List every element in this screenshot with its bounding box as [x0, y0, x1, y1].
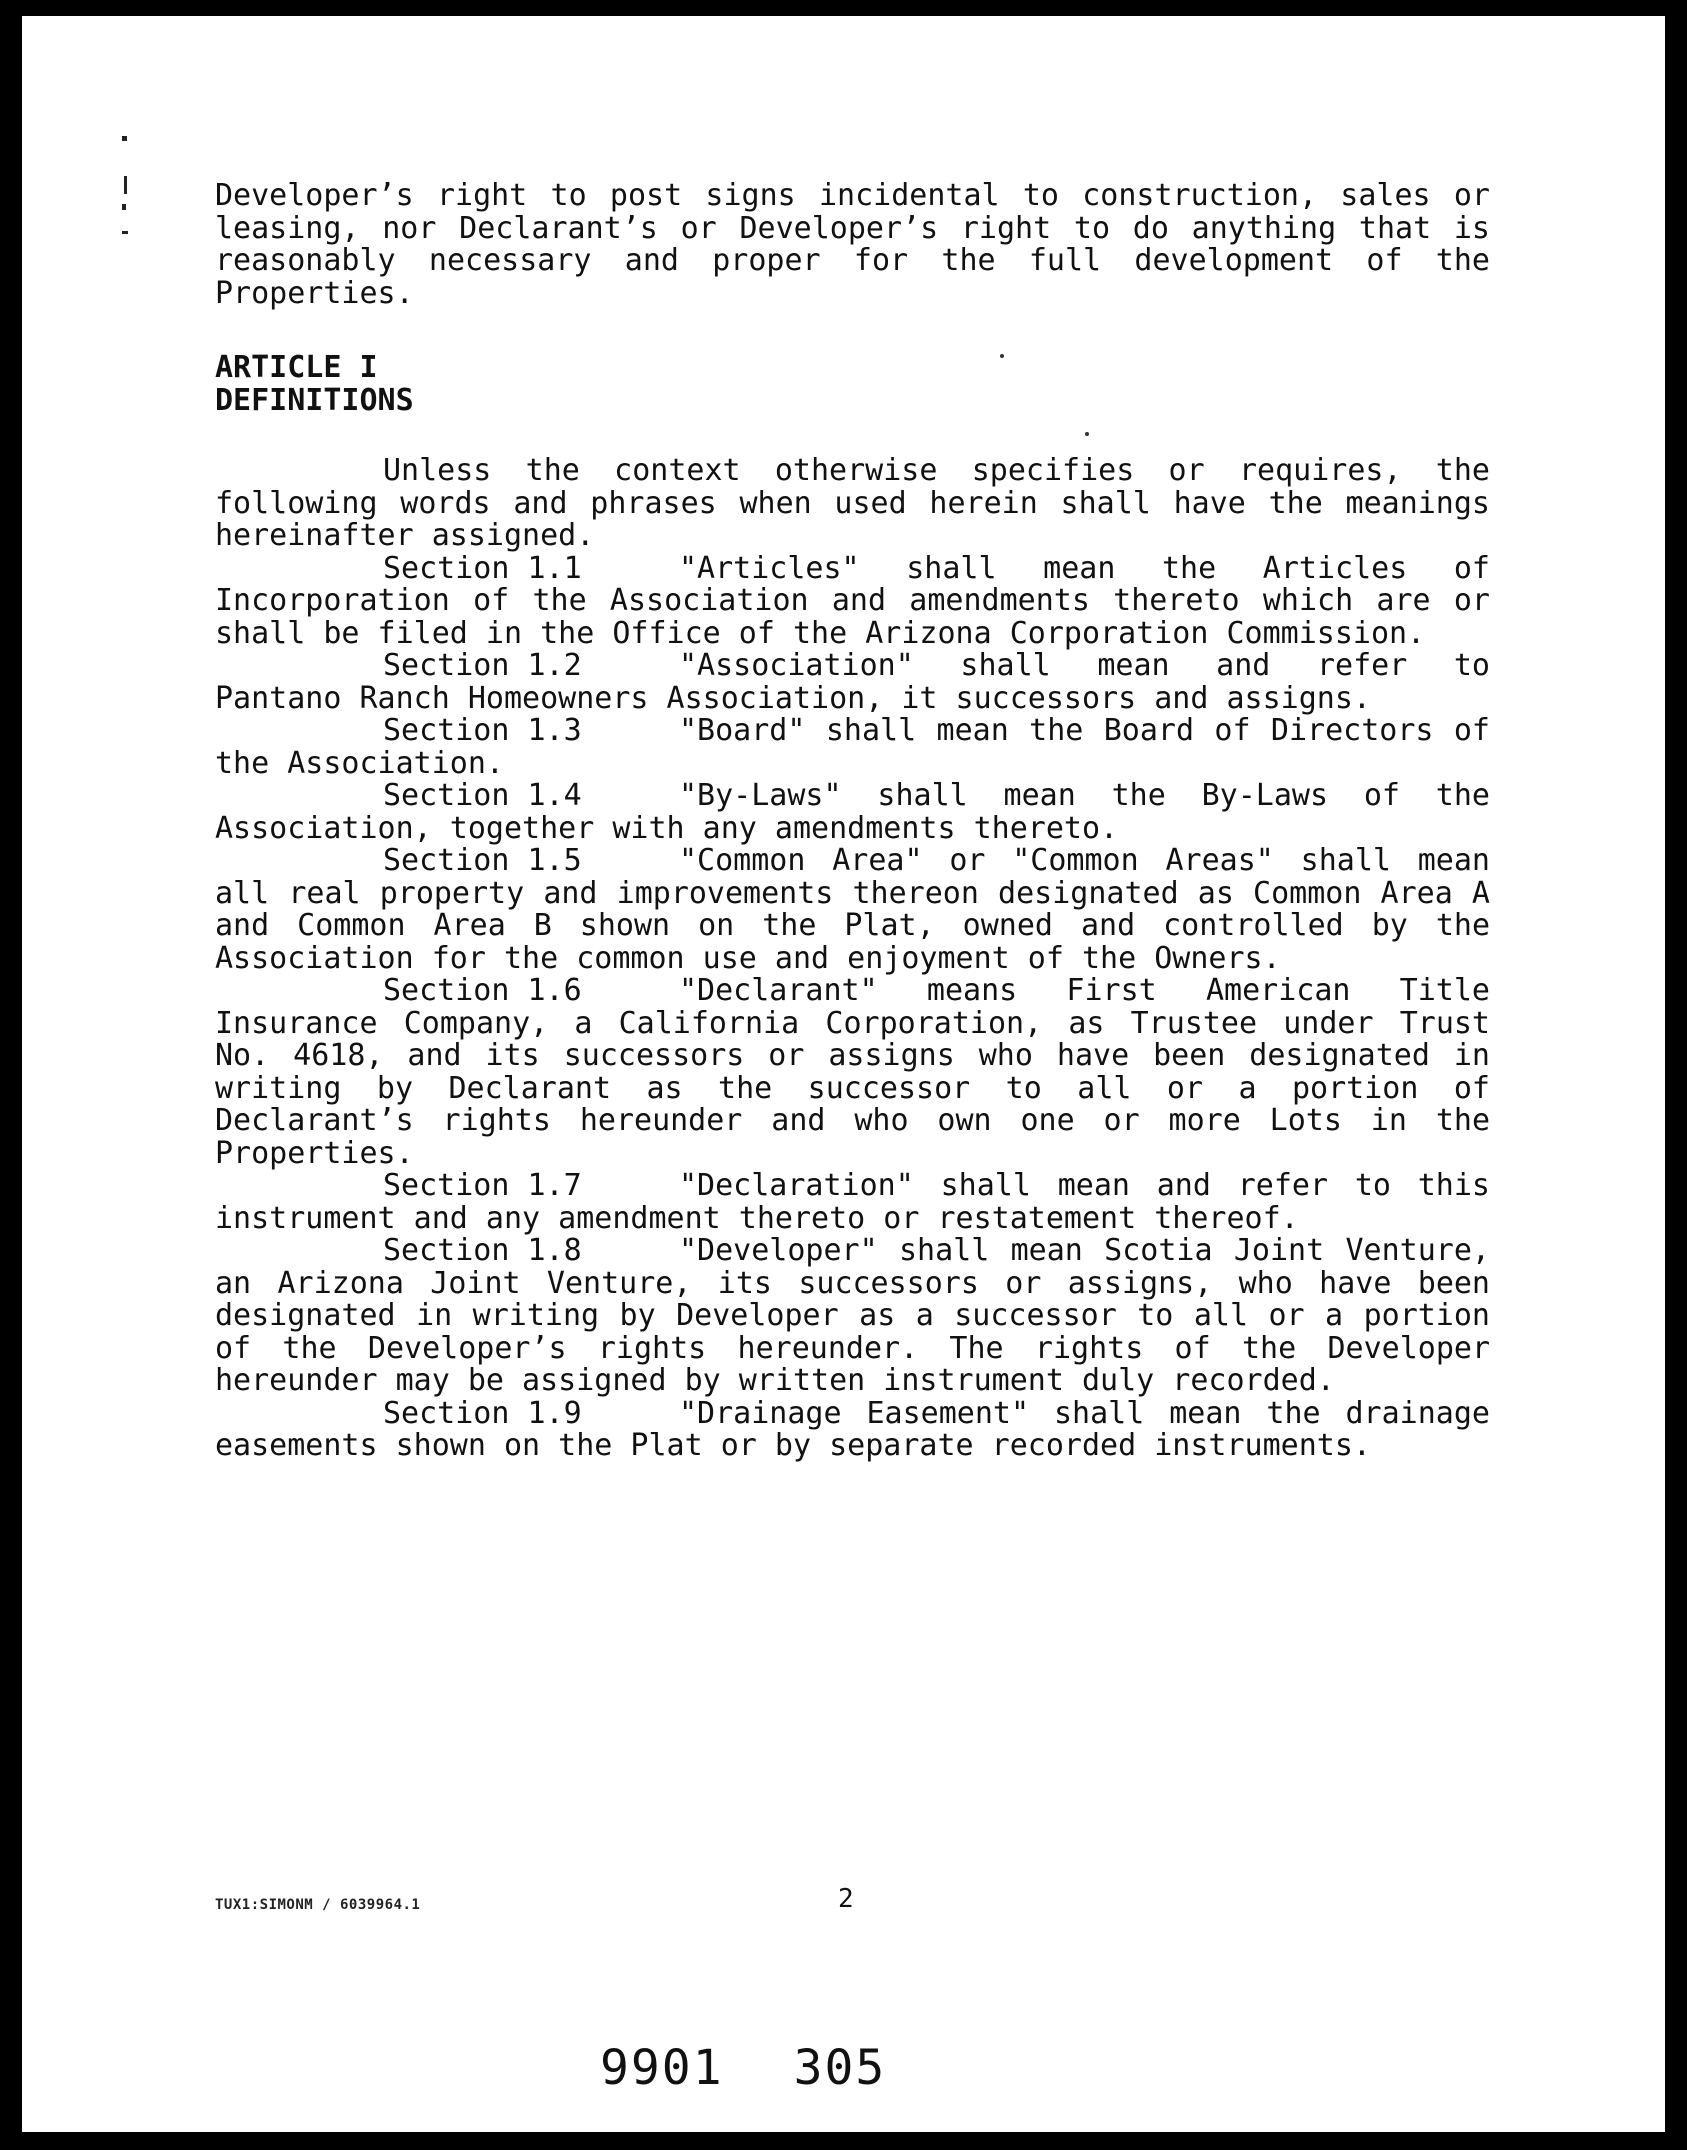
section-label: Section 1.1 — [383, 550, 582, 586]
record-stamp-page: 305 — [793, 2040, 887, 2096]
section-text: "Declaration" shall mean and refer to this instrument and any amendment thereto or restatement thereof. — [215, 1168, 1490, 1236]
section-1-6 — [215, 975, 1490, 1170]
footer-document-reference: TUX1:SIMONM / 6039964.1 — [215, 1897, 421, 1913]
article-heading — [215, 352, 1490, 417]
document-body — [215, 180, 1490, 1463]
section-1-7 — [215, 1170, 1490, 1235]
section-label: Section 1.5 — [383, 843, 582, 878]
section-1-9 — [215, 1395, 1490, 1463]
margin-mark — [122, 136, 127, 141]
section-1-8 — [215, 1235, 1490, 1398]
section-text: "Association" shall mean and refer to Pantano Ranch Homeowners Association, it successors and assigns. — [215, 648, 1490, 716]
preamble-text: Unless the context otherwise specifies or requires, the following words and phrases when used herein shall have the meanings hereinafter assigned. — [215, 453, 1490, 553]
section-label: Section 1.9 — [383, 1395, 582, 1431]
section-text: "Drainage Easement" shall mean the drainage easements shown on the Plat or by separate recorded instruments. — [215, 1395, 1490, 1463]
section-1-1 — [215, 550, 1490, 651]
section-label: Section 1.3 — [383, 713, 582, 748]
margin-mark — [122, 231, 128, 234]
preamble — [215, 455, 1490, 553]
section-1-2 — [215, 650, 1490, 715]
margin-mark — [124, 176, 127, 194]
section-text: "By-Laws" shall mean the By-Laws of the Association, together with any amendments thereto. — [215, 778, 1490, 846]
section-1-5 — [215, 845, 1490, 975]
section-text: "Developer" shall mean Scotia Joint Venture, an Arizona Joint Venture, its successors or assigns, who have been designated in writing by Developer as a successor to all or a portion of the Developer’s rights hereunder. The rights of the Developer hereunder may be assigned by written instrument duly recorded. — [215, 1233, 1490, 1398]
section-text: "Declarant" means First American Title Insurance Company, a California Corporation, as Trustee under Trust No. 4618, and its successors or assigns who have been designated in writing by Declarant as the successor to all or a portion of Declarant’s rights hereunder and who own one or more Lots in the Properties. — [215, 973, 1490, 1171]
section-label: Section 1.8 — [383, 1233, 582, 1268]
record-stamp-book: 9901 — [600, 2040, 724, 2096]
section-text: "Common Area" or "Common Areas" shall mean all real property and improvements thereon designated as Common Area A and Common Area B shown on the Plat, owned and controlled by the Association for the common use and enjoyment of the Owners. — [215, 843, 1490, 976]
section-1-3 — [215, 715, 1490, 780]
recording-stamp — [600, 2040, 886, 2096]
section-text: "Board" shall mean the Board of Directors of the Association. — [215, 713, 1490, 781]
section-label: Section 1.4 — [383, 778, 582, 813]
section-text: "Articles" shall mean the Articles of Incorporation of the Association and amendments thereto which are or shall be filed in the Office of the Arizona Corporation Commission. — [215, 550, 1490, 651]
page-number: 2 — [838, 1884, 854, 1914]
section-label: Section 1.2 — [383, 648, 582, 683]
section-1-4 — [215, 780, 1490, 845]
intro-fragment: Developer’s right to post signs incidental to construction, sales or leasing, nor Declarant’s or Developer’s right to do anything that is reasonably necessary and proper for the full development of the Properties. — [215, 178, 1490, 311]
section-label: Section 1.7 — [383, 1168, 582, 1203]
article-title: DEFINITIONS — [215, 382, 414, 418]
section-label: Section 1.6 — [383, 973, 582, 1008]
margin-mark — [122, 204, 126, 210]
article-number: ARTICLE I — [215, 350, 378, 385]
